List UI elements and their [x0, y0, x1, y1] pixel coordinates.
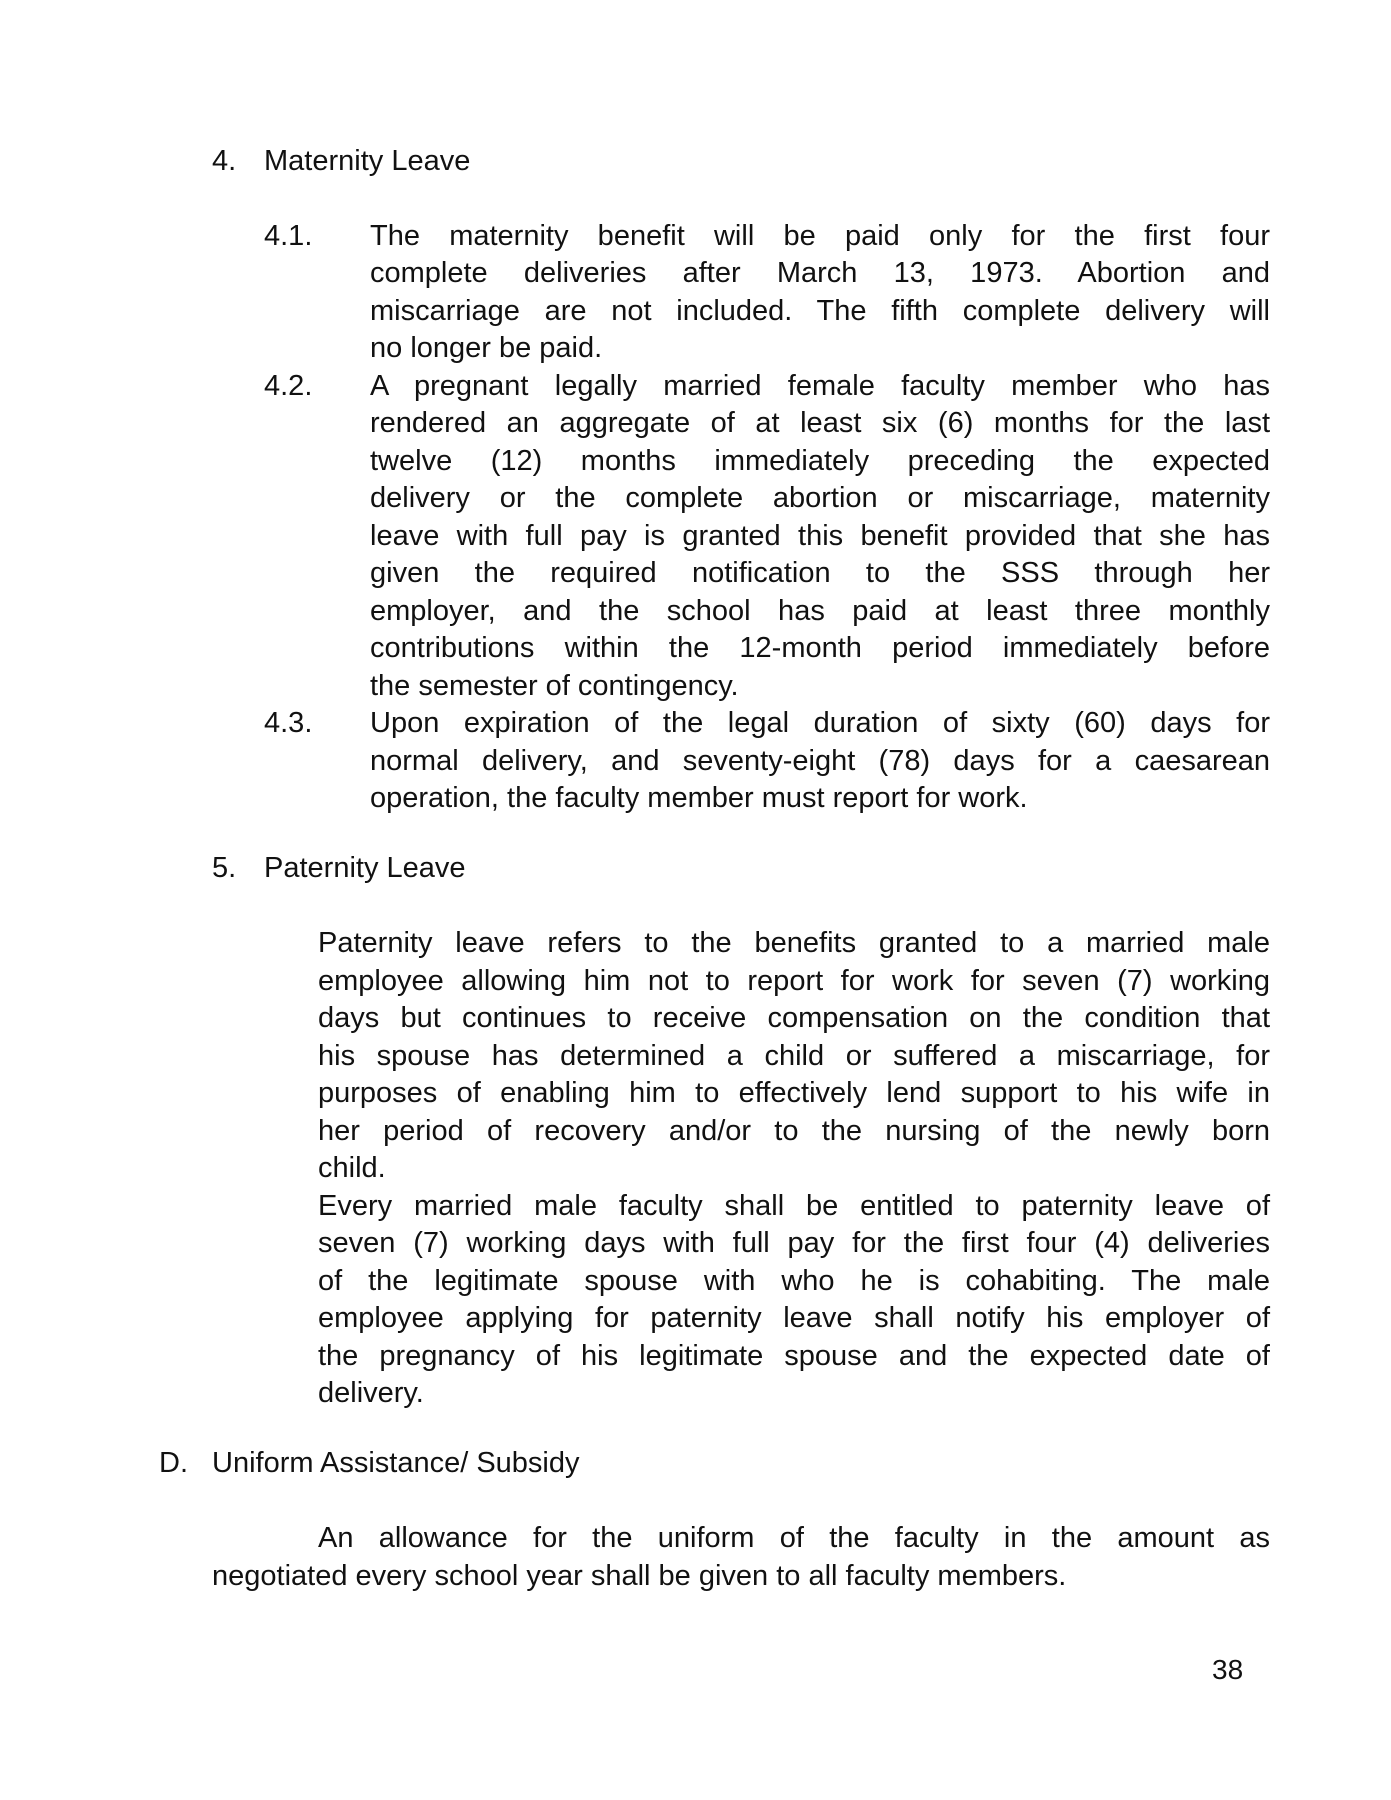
- text-line: Every married male faculty shall be entitled to paternity leave of: [318, 1189, 1270, 1222]
- text-line: delivery.: [318, 1377, 424, 1409]
- text-line: An allowance for the uniform of the faculty in the amount as: [318, 1522, 1270, 1554]
- text-line: the pregnancy of his legitimate spouse and the expected date of: [318, 1339, 1270, 1372]
- text-line: employer, and the school has paid at least three monthly: [370, 594, 1270, 627]
- text-line: given the required notification to the SSS through her: [370, 557, 1270, 589]
- item-text: [370, 218, 1270, 368]
- text-line: The maternity benefit will be paid only for the first four: [370, 219, 1270, 252]
- text-line: seven (7) working days with full pay for the first four (4) deliveries: [318, 1227, 1270, 1259]
- text-line: his spouse has determined a child or suffered a miscarriage, for: [318, 1039, 1270, 1072]
- text-line: purposes of enabling him to effectively lend support to his wife in: [318, 1077, 1270, 1109]
- text-line: contributions within the 12-month period immediately before: [370, 632, 1270, 664]
- text-line: delivery or the complete abortion or miscarriage, maternity: [370, 482, 1270, 514]
- section-5-number: 5.: [212, 852, 237, 884]
- item-text: [370, 705, 1270, 818]
- section-4-title: Maternity Leave: [264, 145, 471, 177]
- text-line: the semester of contingency.: [370, 669, 739, 702]
- text-line: of the legitimate spouse with who he is cohabiting. The male: [318, 1264, 1270, 1297]
- text-line: A pregnant legally married female faculty member who has: [370, 369, 1270, 402]
- section-5-title: Paternity Leave: [264, 852, 466, 884]
- paternity-text: [318, 925, 1270, 1413]
- text-line: negotiated every school year shall be given to all faculty members.: [212, 1559, 1067, 1592]
- text-line: rendered an aggregate of at least six (6) months for the last: [370, 407, 1270, 439]
- item-text: [370, 368, 1270, 706]
- text-line: her period of recovery and/or to the nursing of the newly born: [318, 1114, 1270, 1147]
- text-line: employee applying for paternity leave shall notify his employer of: [318, 1302, 1270, 1334]
- section-d-title: Uniform Assistance/ Subsidy: [212, 1447, 580, 1479]
- text-line: Upon expiration of the legal duration of sixty (60) days for: [370, 707, 1270, 739]
- item-number: 4.2.: [264, 369, 313, 402]
- text-line: leave with full pay is granted this benefit provided that she has: [370, 519, 1270, 552]
- text-line: child.: [318, 1152, 386, 1184]
- text-line: no longer be paid.: [370, 332, 603, 364]
- text-line: days but continues to receive compensation on the condition that: [318, 1002, 1270, 1034]
- text-line: operation, the faculty member must report for work.: [370, 782, 1028, 814]
- text-line: employee allowing him not to report for work for seven (7) working: [318, 964, 1270, 997]
- text-line: normal delivery, and seventy-eight (78) days for a caesarean: [370, 744, 1270, 777]
- text-line: Paternity leave refers to the benefits granted to a married male: [318, 927, 1270, 959]
- item-number: 4.3.: [264, 707, 313, 739]
- section-4-number: 4.: [212, 145, 237, 177]
- text-line: complete deliveries after March 13, 1973. Abortion and: [370, 257, 1270, 289]
- section-d-number: D.: [159, 1447, 188, 1479]
- item-number: 4.1.: [264, 219, 313, 252]
- text-line: miscarriage are not included. The fifth complete delivery will: [370, 294, 1270, 327]
- page-number: 38: [1212, 1654, 1244, 1685]
- uniform-text: [212, 1520, 1270, 1595]
- text-line: twelve (12) months immediately preceding the expected: [370, 444, 1270, 477]
